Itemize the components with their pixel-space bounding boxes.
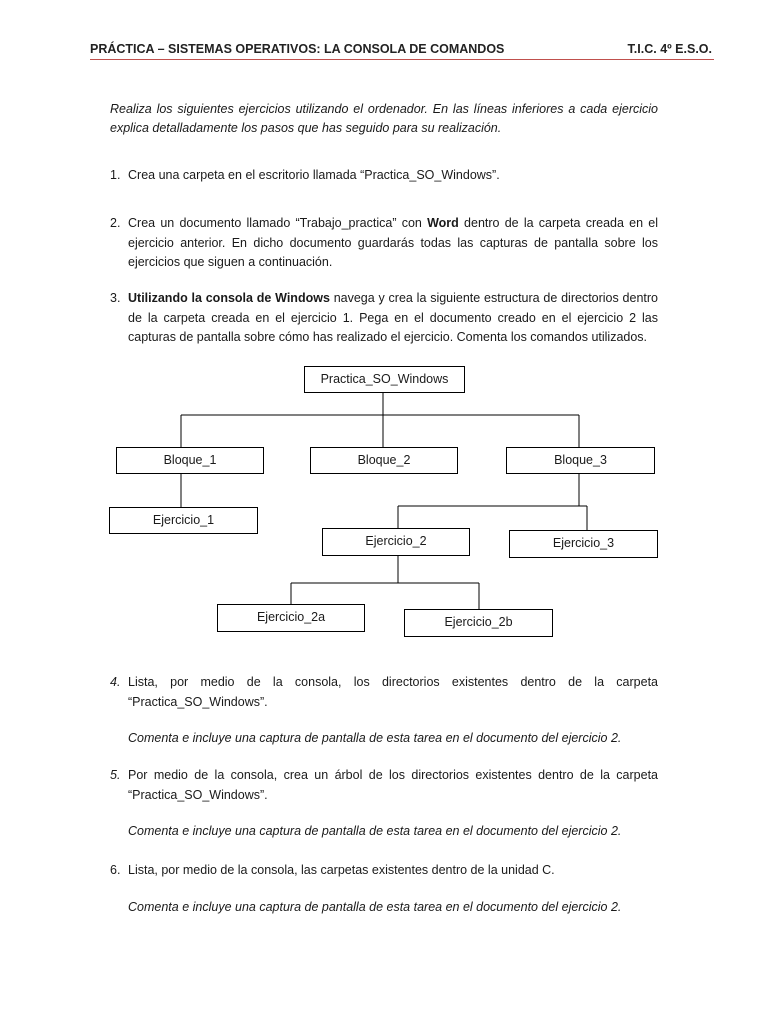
course-label: T.I.C. 4º E.S.O. — [627, 42, 712, 56]
tree-node-ejercicio-2a: Ejercicio_2a — [217, 604, 365, 632]
exercise-number: 6. — [110, 863, 121, 877]
exercise-text — [128, 214, 658, 273]
exercise-bold-text: Utilizando la consola de Windows — [128, 291, 330, 305]
exercise-number: 3. — [110, 291, 121, 305]
exercise-text — [128, 289, 658, 348]
exercise-text: Por medio de la consola, crea un árbol de los directorios existentes dentro de la carpeta “Practica_SO_Windows”. — [128, 768, 658, 802]
instructions: Realiza los siguientes ejercicios utilizando el ordenador. En las líneas inferiores a cada ejercicio explica detalladamente los pasos que has seguido para su realización. — [110, 102, 658, 135]
exercise-6 — [110, 861, 658, 881]
exercise-number: 1. — [110, 168, 121, 182]
exercise-4-note: Comenta e incluye una captura de pantalla de esta tarea en el documento del ejercicio 2. — [128, 731, 622, 745]
exercise-number: 4. — [110, 675, 121, 689]
tree-node-bloque-3: Bloque_3 — [506, 447, 655, 474]
exercise-text: Lista, por medio de la consola, las carpetas existentes dentro de la unidad C. — [128, 863, 555, 877]
exercise-1 — [110, 166, 658, 186]
tree-node-root: Practica_SO_Windows — [304, 366, 465, 393]
exercise-text-part: Crea un documento llamado “Trabajo_practica” con — [128, 216, 428, 230]
header-divider — [90, 59, 714, 60]
exercise-number: 5. — [110, 768, 121, 782]
exercise-5-note: Comenta e incluye una captura de pantalla de esta tarea en el documento del ejercicio 2. — [128, 824, 622, 838]
exercise-5 — [110, 766, 658, 805]
document-title: PRÁCTICA – SISTEMAS OPERATIVOS: LA CONSOLA DE COMANDOS — [90, 42, 505, 56]
tree-node-ejercicio-2: Ejercicio_2 — [322, 528, 470, 556]
exercise-2 — [110, 214, 658, 273]
tree-node-ejercicio-1: Ejercicio_1 — [109, 507, 258, 534]
exercise-text-part: navega y crea la siguiente estructura de directorios dentro de la carpeta creada en el ejercicio 1. Pega en el documento creado en el ejercicio 2 las capturas de pantalla sobre cómo has realizado el ejercicio. Comenta los comandos utilizados. — [128, 291, 658, 344]
exercise-bold-text: Word — [427, 216, 459, 230]
page-header — [90, 40, 712, 60]
tree-node-ejercicio-2b: Ejercicio_2b — [404, 609, 553, 637]
exercise-number: 2. — [110, 216, 121, 230]
exercise-text-part: dentro de la carpeta creada en el ejercicio anterior. En dicho documento guardarás todas las capturas de pantalla sobre los ejercicios que siguen a continuación. — [128, 216, 659, 269]
exercise-text: Crea una carpeta en el escritorio llamada “Practica_SO_Windows”. — [128, 168, 500, 182]
exercise-text: Lista, por medio de la consola, los directorios existentes dentro de la carpeta “Practica_SO_Windows”. — [128, 675, 658, 709]
tree-node-bloque-2: Bloque_2 — [310, 447, 458, 474]
tree-node-ejercicio-3: Ejercicio_3 — [509, 530, 658, 558]
exercise-4 — [110, 673, 658, 712]
tree-node-bloque-1: Bloque_1 — [116, 447, 264, 474]
exercise-3 — [110, 289, 658, 348]
exercise-6-note: Comenta e incluye una captura de pantalla de esta tarea en el documento del ejercicio 2. — [128, 900, 622, 914]
